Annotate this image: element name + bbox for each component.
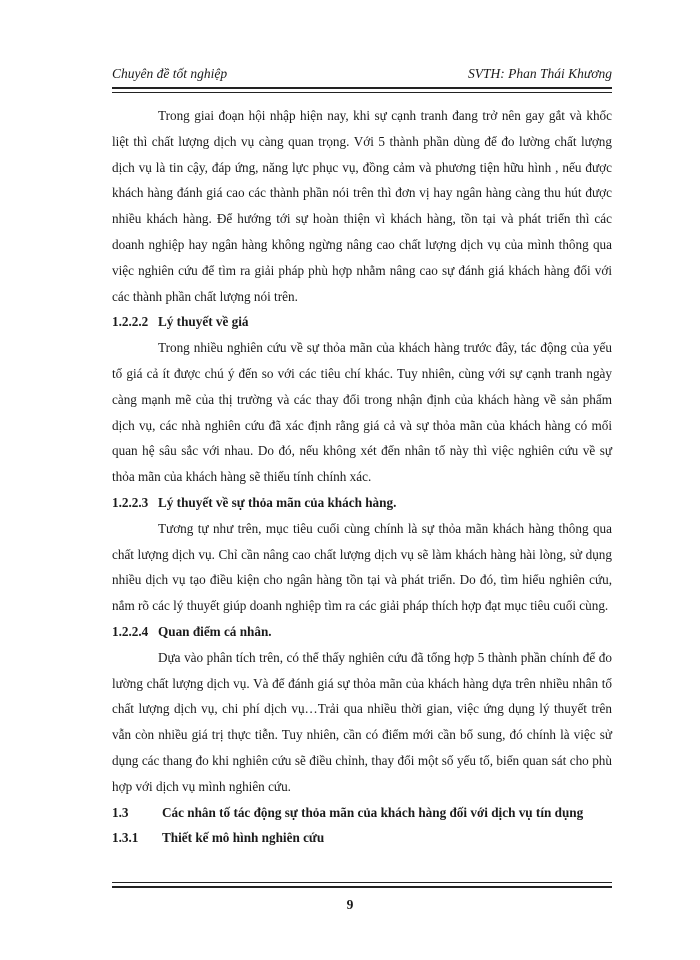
page-body (112, 103, 612, 851)
header-student-name: SVTH: Phan Thái Khương (468, 66, 612, 81)
section-title: Lý thuyết về sự thỏa mãn của khách hàng. (158, 494, 397, 510)
section-heading-1-3 (112, 800, 612, 826)
footer-rule-thin (112, 882, 612, 883)
section-heading-1-3-1 (112, 825, 612, 851)
page-header (112, 66, 612, 84)
section-number: 1.3 (112, 804, 129, 820)
section-paragraph-price-theory: Trong nhiều nghiên cứu về sự thỏa mãn của khách hàng trước đây, tác động của yếu tố giá cả ít được chú ý đến so với các tiêu chí khác. Tuy nhiên, cùng với sự cạnh tranh ngày càng mạnh mẽ của thị trường và các thay đổi trong nhận định của khách hàng về sản phẩm dịch vụ, các nhà nghiên cứu đã xác định rằng giá cả và sự thỏa mãn của khách hàng có mối quan hệ sâu sắc với nhau. Do đó, nếu không xét đến nhân tố này thì việc nghiên cứu về sự thỏa mãn của khách hàng sẽ thiếu tính chính xác. (112, 340, 612, 485)
section-number: 1.2.2.4 (112, 623, 149, 639)
section-paragraph-satisfaction-theory: Tương tự như trên, mục tiêu cuối cùng chính là sự thỏa mãn khách hàng thông qua chất lượng dịch vụ. Chỉ cần nâng cao chất lượng dịch vụ sẽ làm khách hàng hài lòng, sử dụng nhiều dịch vụ tạo điều kiện cho ngân hàng tồn tại và phát triển. Do đó, tìm hiểu nghiên cứu, nắm rõ các lý thuyết giúp doanh nghiệp tìm ra các giải pháp thích hợp đạt mục tiêu cuối cùng. (112, 520, 612, 614)
page-number: 9 (346, 897, 354, 912)
section-title: Quan điểm cá nhân. (158, 623, 272, 639)
section-title: Các nhân tố tác động sự thỏa mãn của khách hàng đối với dịch vụ tín dụng (162, 804, 584, 820)
section-heading-1-2-2-2 (112, 309, 612, 335)
section-paragraph-personal-view: Dựa vào phân tích trên, có thể thấy nghiên cứu đã tổng hợp 5 thành phần chính để đo lường chất lượng dịch vụ. Và để đánh giá sự thỏa mãn của khách hàng dựa trên nhiều nhân tố chất lượng dịch vụ, chi phí dịch vụ…Trải qua nhiều thời gian, việc ứng dụng lý thuyết trên vẫn còn nhiều giá trị thực tiễn. Tuy nhiên, cần có điểm mới cần bổ sung, đó chính là việc sử dụng các thang đo khi nghiên cứu sẽ điều chỉnh, thay đổi một số yếu tố, biến quan sát cho phù hợp với dịch vụ mình nghiên cứu. (112, 649, 612, 794)
footer-rule-thick (112, 886, 612, 888)
header-document-type: Chuyên đề tốt nghiệp (112, 66, 228, 81)
header-rule-thin (112, 92, 612, 93)
section-number: 1.2.2.2 (112, 314, 149, 330)
section-heading-1-2-2-3 (112, 490, 612, 516)
section-number: 1.3.1 (112, 830, 139, 846)
section-title: Lý thuyết về giá (158, 314, 249, 330)
header-rule-thick (112, 87, 612, 89)
section-title: Thiết kế mô hình nghiên cứu (162, 830, 325, 846)
section-number: 1.2.2.3 (112, 494, 149, 510)
intro-paragraph: Trong giai đoạn hội nhập hiện nay, khi sự cạnh tranh đang trở nên gay gắt và khốc liệt thì chất lượng dịch vụ càng quan trọng. Với 5 thành phần dùng để đo lường chất lượng dịch vụ là tin cậy, đáp ứng, năng lực phục vụ, đồng cảm và phương tiện hữu hình , nếu được khách hàng đánh giá cao các thành phần nói trên thì đơn vị hay ngân hàng càng thu hút được nhiều khách hàng. Để hướng tới sự hoàn thiện vì khách hàng, tồn tại và phát triển thì các doanh nghiệp hay ngân hàng không ngừng nâng cao chất lượng dịch vụ của mình thông qua việc nghiên cứu để tìm ra giải pháp phù hợp nhằm nâng cao sự đánh giá khách hàng đối với các thành phần chất lượng nói trên. (112, 108, 612, 304)
section-heading-1-2-2-4 (112, 619, 612, 645)
